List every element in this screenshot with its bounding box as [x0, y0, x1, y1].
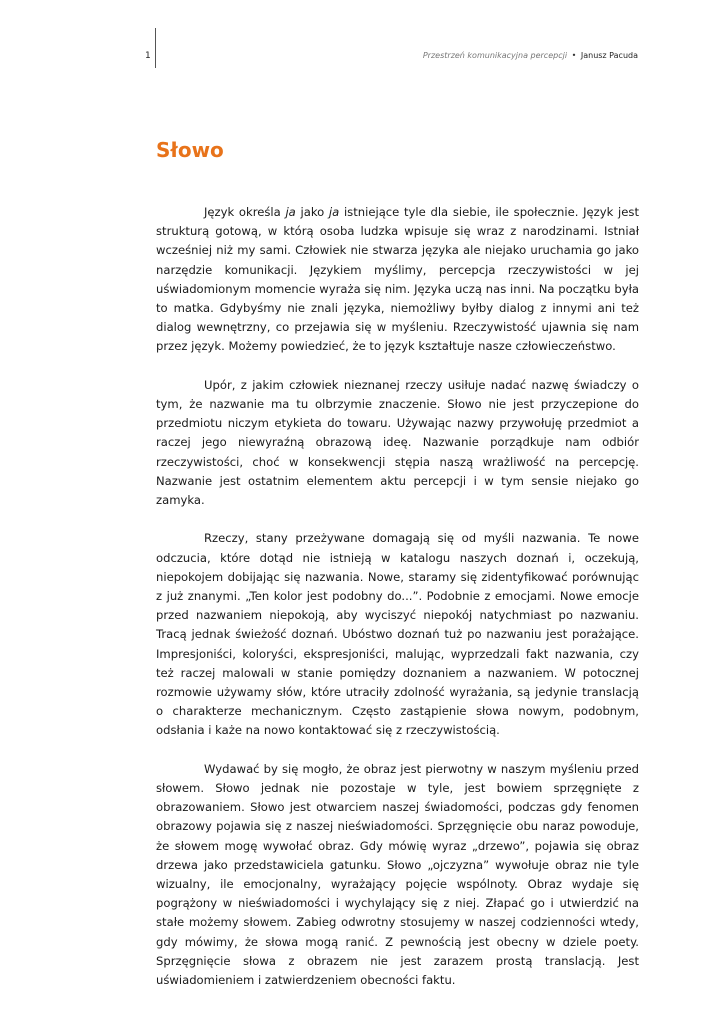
header-separator: • — [571, 51, 577, 60]
page-number: 1 — [145, 51, 151, 61]
paragraph-1-emphasis-ja-1: ja — [285, 205, 296, 219]
header-divider — [155, 28, 156, 68]
paragraph-2: Upór, z jakim człowiek nieznanej rzeczy usiłuje nadać nazwę świadczy o tym, że nazwanie ma tu olbrzymie znaczenie. Słowo nie jest przyczepione do przedmiotu niczym etykieta do towaru. Używając nazwy przywołuję przedmiot a raczej jego niewyraźną obrazową ideę. Nazwanie porządkuje nam odbiór rzeczywistości, choć w konsekwencji stępia naszą wrażliwość na percepcję. Nazwanie jest ostatnim elementem aktu percepcji i w tym sensie niejako go zamyka. — [156, 377, 639, 508]
chapter-title: Słowo — [156, 138, 224, 162]
paragraph-4: Wydawać by się mogło, że obraz jest pierwotny w naszym myśleniu przed słowem. Słowo jednak nie pozostaje w tyle, jest bowiem sprzęgnięte z obrazowaniem. Słowo jest otwarciem naszej świadomości, podczas gdy fenomen obrazowy pojawia się z naszej nieświadomości. Sprzęgnięcie obu naraz powoduje, że słowem mogę wywołać obraz. Gdy mówię wyraz „drzewo”, pojawia się obraz drzewa jako przedstawiciela gatunku. Słowo „ojczyzna” wywołuje obraz nie tyle wizualny, ile emocjonalny, wyrażający pojęcie wspólnoty. Obraz wydaje się pogrążony w nieświadomości i wychylający się z niej. Złapać go i utwierdzić na stałe możemy słowem. Zabieg odwrotny stosujemy w naszej codzienności wtedy, gdy mówimy, że słowa mogą ranić. Z pewnością jest obecny w dziele poety. Sprzęgnięcie słowa z obrazem nie jest zarazem prostą translacją. Jest uświadomieniem i zatwierdzeniem obecności faktu. — [156, 761, 639, 988]
paragraph-1-emphasis-ja-2: ja — [328, 205, 340, 219]
paragraph-1-text-c: istniejące tyle dla siebie, ile społecznie. Język jest strukturą gotową, w którą osoba ludzka wpisuje się wraz z narodzinami. Istniał wcześniej niż my sami. Człowiek nie stwarza języka ale niejako uruchamia go jako narzędzie komunikacji. Językiem myślimy, percepcja rzeczywistości w jej uświadomionym momencie wyraża się nim. Języka uczą nas inni. Na początku była to matka. Gdybyśmy nie znali języka, niemożliwy byłby dialog z innymi ani też dialog wewnętrzny, co przejawia się w myśleniu. Rzeczywistość ujawnia się nam przez język. Możemy powiedzieć, że to język kształtuje nasze człowieczeństwo. — [156, 205, 639, 354]
body-text — [156, 203, 639, 990]
paragraph-1-text-b: jako — [295, 205, 329, 219]
running-head — [423, 50, 638, 62]
paragraph-3: Rzeczy, stany przeżywane domagają się od myśli nazwania. Te nowe odczucia, które dotąd nie istnieją w katalogu naszych doznań i, oczekują, niepokojem dobijając się nazwania. Nowe, staramy się zidentyfikować porównując z już znanymi. „Ten kolor jest podobny do...”. Podobnie z emocjami. Nowe emocje przed nazwaniem niepokoją, aby wyciszyć niepokój natychmiast po nazwaniu. Tracą jednak świeżość doznań. Ubóstwo doznań tuż po nazwaniu jest porażające. Impresjoniści, koloryści, ekspresjoniści, malując, wyprzedzali fakt nazwania, czy też raczej malowali w stanie pomiędzy doznaniem a nazwaniem. W potocznej rozmowie używamy słów, które utraciły zdolność wyrażania, są jedynie translacją o charakterze mechanicznym. Często zastąpienie słowa nowym, podobnym, odsłania i każe na nowo kontaktować się z rzeczywistością. — [156, 531, 639, 738]
paragraph-1 — [156, 203, 639, 357]
paragraph-1-text-a: Język określa — [204, 205, 286, 219]
publication-title: Przestrzeń komunikacyjna percepcji — [422, 51, 568, 60]
author-name: Janusz Pacuda — [580, 51, 638, 60]
